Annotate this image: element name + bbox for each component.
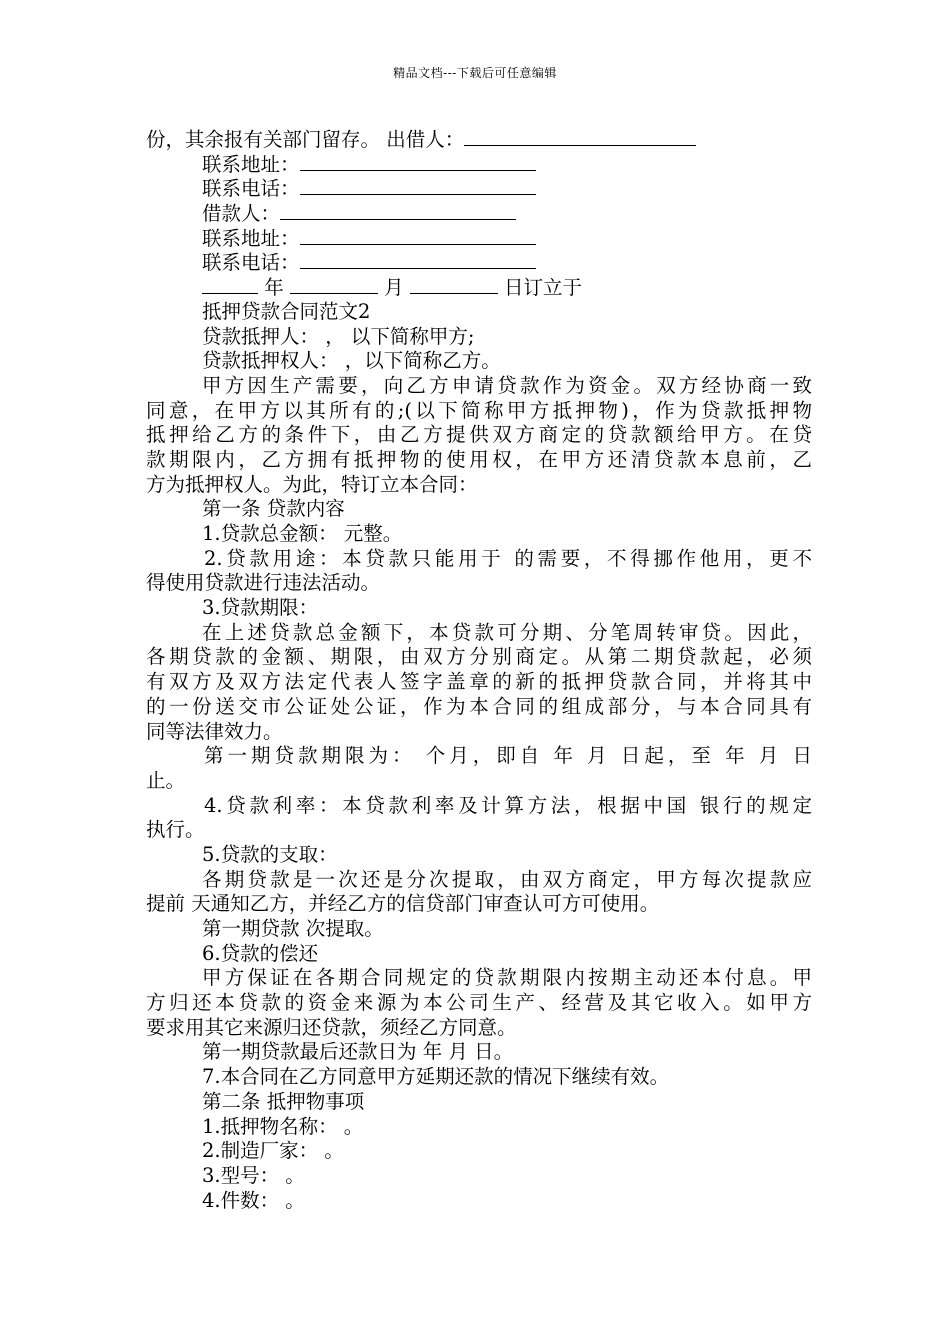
article1-item5-text: 提前 天通知乙方，并经乙方的信贷部门审查认可方可使用。 <box>146 892 660 916</box>
article1-item6: 6.贷款的偿还 <box>202 941 319 965</box>
page-header: 精品文档---下载后可任意编辑 <box>393 66 557 80</box>
borrower-phone-blank <box>300 250 536 269</box>
day-blank <box>410 275 498 294</box>
article1-item2-cont: 得使用贷款进行违法活动。 <box>146 571 381 595</box>
article1-item6-text: 甲方保证在各期合同规定的贷款期限内按期主动还本付息。甲 <box>202 966 812 990</box>
lender-address-line: 联系地址： <box>146 152 812 177</box>
preamble-line: 同意，在甲方以其所有的;(以下简称甲方抵押物)，作为贷款抵押物 <box>146 398 812 422</box>
date-line: 年 月 日订立于 <box>146 275 812 300</box>
article1-item4-cont: 执行。 <box>146 818 205 842</box>
article1-item7: 7.本合同在乙方同意甲方延期还款的情况下继续有效。 <box>202 1065 670 1089</box>
lender-phone-line: 联系电话： <box>146 176 812 201</box>
lender-blank <box>464 127 696 146</box>
article2-item3: 3.型号： 。 <box>202 1163 305 1187</box>
preamble-line: 方为抵押权人。为此，特订立本合同： <box>146 472 478 496</box>
article2-title: 第二条 抵押物事项 <box>202 1089 365 1113</box>
lender-phone-blank <box>300 176 536 195</box>
article1-item6-last: 第一期贷款最后还款日为 年 月 日。 <box>202 1040 514 1064</box>
article1-item3-text: 有双方及双方法定代表人签字盖章的新的抵押贷款合同，并将其中 <box>146 670 812 694</box>
borrower-address-line: 联系地址： <box>146 226 812 251</box>
article1-item5: 5.贷款的支取： <box>202 842 338 866</box>
article1-item4: 4.贷款利率：本贷款利率及计算方法，根据中国 银行的规定 <box>204 793 812 817</box>
article2-item2: 2.制造厂家： 。 <box>202 1139 344 1163</box>
borrower-address-blank <box>300 226 536 245</box>
borrower-blank <box>280 201 516 220</box>
year-blank <box>202 275 258 294</box>
article1-item3-period: 第一期贷款期限为： 个月，即自 年 月 日起，至 年 月 日 <box>204 744 812 768</box>
article1-item3: 3.贷款期限： <box>202 596 319 620</box>
article1-item3-text: 的一份送交市公证处公证，作为本合同的组成部分，与本合同具有 <box>146 694 812 718</box>
article1-item5-text: 各期贷款是一次还是分次提取，由双方商定，甲方每次提款应 <box>202 867 812 891</box>
document-title: 抵押贷款合同范文2 <box>202 299 371 323</box>
article1-item5-first: 第一期贷款 次提取。 <box>202 917 384 940</box>
preamble-line: 款期限内，乙方拥有抵押物的使用权，在甲方还清贷款本息前，乙 <box>146 447 812 471</box>
article2-item4: 4.件数： 。 <box>202 1188 305 1212</box>
signature-line-lender: 份，其余报有关部门留存。 出借人： <box>146 127 812 152</box>
document-body <box>146 127 812 1213</box>
article1-item1: 1.贷款总金额： 元整。 <box>202 522 403 545</box>
article1-item3-text: 各期贷款的金额、期限，由双方分别商定。从第二期贷款起，必须 <box>146 645 812 669</box>
article1-title: 第一条 贷款内容 <box>202 497 345 521</box>
preamble-line: 抵押给乙方的条件下，由乙方提供双方商定的贷款额给甲方。在贷 <box>146 423 812 447</box>
article1-item3-text: 在上述贷款总金额下，本贷款可分期、分笔周转审贷。因此， <box>202 620 812 644</box>
mortgagee-line: 贷款抵押权人： ，以下简称乙方。 <box>202 349 501 373</box>
preamble-line: 甲方因生产需要，向乙方申请贷款作为资金。双方经协商一致 <box>202 373 812 397</box>
article1-item3-period-cont: 止。 <box>146 768 186 792</box>
article1-item2: 2.贷款用途：本贷款只能用于 的需要，不得挪作他用，更不 <box>204 546 812 570</box>
article2-item1: 1.抵押物名称： 。 <box>202 1114 364 1138</box>
article1-item3-text: 同等法律效力。 <box>146 719 283 743</box>
article1-item6-text: 要求用其它来源归还贷款，须经乙方同意。 <box>146 1015 517 1039</box>
mortgagor-line: 贷款抵押人： ， 以下简称甲方; <box>202 324 475 348</box>
borrower-line: 借款人： <box>146 201 812 226</box>
article1-item6-text: 方归还本贷款的资金来源为本公司生产、经营及其它收入。如甲方 <box>146 991 812 1015</box>
borrower-phone-line: 联系电话： <box>146 250 812 275</box>
month-blank <box>290 275 378 294</box>
lender-address-blank <box>300 152 536 171</box>
